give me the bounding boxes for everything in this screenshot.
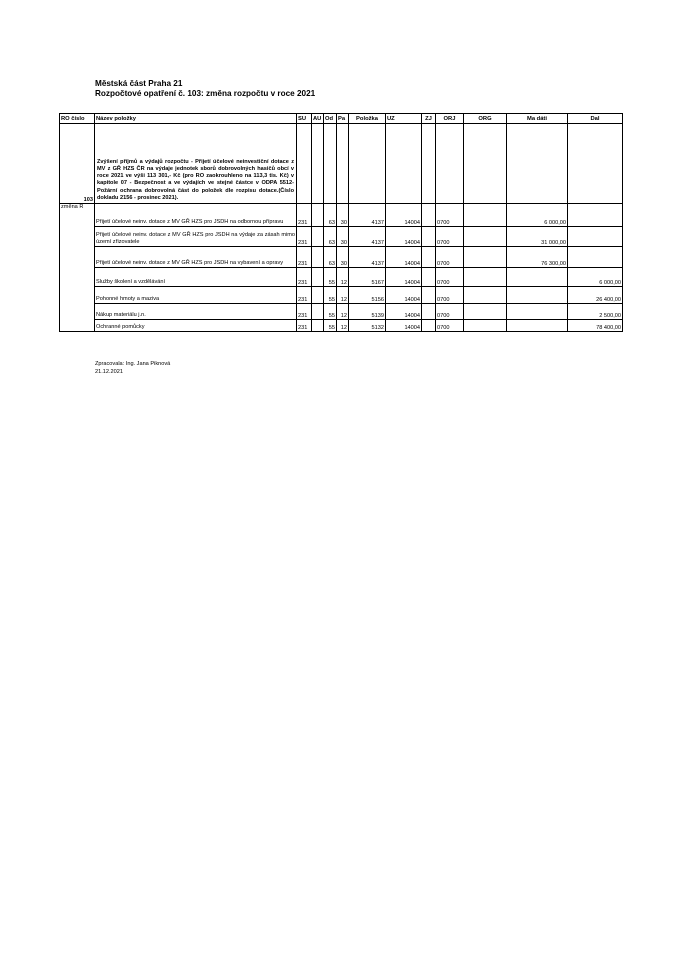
row-su: 231 (297, 287, 312, 304)
main-description: Zvýšení příjmů a výdajů rozpočtu - Přijetí účelové neinvestiční dotace z MV z GŘ HZS ČR na výdaje jednotek sborů dobrovolných hasičů obcí v roce 2021 ve výši 113 301,- Kč (pro RO zaokrouhleno na 113,3 tis. Kč) v kapitole 07 - Bezpečnost a ve výdajích ve stejné částce v ODPA 5512- Požární ochrana dobrovolná část do položek dle rozpisu dotace.(Číslo dokladu 2156 - prosinec 2021). (95, 124, 297, 204)
row-su: 231 (297, 304, 312, 320)
col-header-su: SU (297, 114, 312, 124)
row-uz: 14004 (386, 268, 422, 287)
row-uz: 14004 (386, 320, 422, 332)
row-pa: 12 (337, 304, 349, 320)
row-pa: 30 (337, 204, 349, 227)
empty-cell (422, 124, 436, 204)
document-date: 21.12.2021 (95, 369, 123, 375)
document-title: Městská část Praha 21 (95, 79, 183, 88)
row-au (312, 320, 324, 332)
col-header-nazev: Název položky (95, 114, 297, 124)
row-ma-dati (507, 268, 568, 287)
prepared-by: Zpracovala: Ing. Jana Piknová (95, 361, 171, 367)
col-header-uz: UZ (386, 114, 422, 124)
row-au (312, 204, 324, 227)
row-org (464, 247, 507, 268)
row-pa: 12 (337, 320, 349, 332)
col-header-org: ORG (464, 114, 507, 124)
row-zj (422, 268, 436, 287)
main-row (60, 124, 623, 204)
row-au (312, 287, 324, 304)
row-zj (422, 320, 436, 332)
row-dal: 26 400,00 (568, 287, 623, 304)
row-description: Pohonné hmoty a maziva (95, 287, 297, 304)
empty-cell (324, 124, 337, 204)
row-uz: 14004 (386, 227, 422, 247)
table-header-row (60, 114, 623, 124)
row-zj (422, 304, 436, 320)
empty-cell (337, 124, 349, 204)
row-od: 55 (324, 287, 337, 304)
row-orj: 0700 (436, 268, 464, 287)
empty-cell (312, 124, 324, 204)
table-row (60, 304, 623, 320)
row-polozka: 4137 (349, 204, 386, 227)
row-description: Přijetí účelové neinv. dotace z MV GŘ HZS pro JSDH na odbornou přípravu (95, 204, 297, 227)
row-dal: 78 400,00 (568, 320, 623, 332)
table-row (60, 268, 623, 287)
table-row (60, 204, 623, 227)
row-uz: 14004 (386, 204, 422, 227)
row-org (464, 320, 507, 332)
col-header-dal: Dal (568, 114, 623, 124)
row-orj: 0700 (436, 287, 464, 304)
row-pa: 12 (337, 287, 349, 304)
col-header-au: AU (312, 114, 324, 124)
empty-cell (349, 124, 386, 204)
row-description: Přijetí účelové neinv. dotace z MV GŘ HZS pro JSDH na výdaje za zásah mimo území zřizovatele (95, 227, 297, 247)
empty-cell (507, 124, 568, 204)
row-orj: 0700 (436, 227, 464, 247)
row-ma-dati (507, 287, 568, 304)
row-pa: 30 (337, 227, 349, 247)
col-header-ma-dati: Ma dáti (507, 114, 568, 124)
col-header-ro-cislo: RO číslo (60, 114, 95, 124)
row-ma-dati (507, 320, 568, 332)
row-zj (422, 227, 436, 247)
col-header-pa: Pa (337, 114, 349, 124)
row-ma-dati: 76 300,00 (507, 247, 568, 268)
row-su: 231 (297, 247, 312, 268)
table-row (60, 320, 623, 332)
row-org (464, 287, 507, 304)
ro-number: 103 (60, 124, 95, 204)
table-row (60, 227, 623, 247)
row-zj (422, 204, 436, 227)
row-polozka: 4137 (349, 227, 386, 247)
row-od: 55 (324, 268, 337, 287)
row-orj: 0700 (436, 204, 464, 227)
row-orj: 0700 (436, 304, 464, 320)
row-pa: 12 (337, 268, 349, 287)
row-dal (568, 247, 623, 268)
row-zj (422, 287, 436, 304)
row-uz: 14004 (386, 304, 422, 320)
row-description: Ochranné pomůcky (95, 320, 297, 332)
row-au (312, 268, 324, 287)
row-ma-dati (507, 304, 568, 320)
row-ma-dati: 6 000,00 (507, 204, 568, 227)
empty-cell (436, 124, 464, 204)
row-su: 231 (297, 268, 312, 287)
row-polozka: 5156 (349, 287, 386, 304)
row-pa: 30 (337, 247, 349, 268)
row-polozka: 4137 (349, 247, 386, 268)
row-zj (422, 247, 436, 268)
row-ma-dati: 31 000,00 (507, 227, 568, 247)
row-polozka: 5132 (349, 320, 386, 332)
row-uz: 14004 (386, 247, 422, 268)
row-dal: 2 500,00 (568, 304, 623, 320)
table-row (60, 287, 623, 304)
row-orj: 0700 (436, 320, 464, 332)
row-od: 63 (324, 227, 337, 247)
budget-table (59, 113, 623, 332)
change-label: změna R (60, 204, 95, 332)
row-description: Nákup materiálu j.n. (95, 304, 297, 320)
row-au (312, 227, 324, 247)
col-header-polozka: Položka (349, 114, 386, 124)
row-au (312, 247, 324, 268)
row-org (464, 204, 507, 227)
col-header-od: Od (324, 114, 337, 124)
document-subtitle: Rozpočtové opatření č. 103: změna rozpočtu v roce 2021 (95, 89, 316, 98)
row-polozka: 5139 (349, 304, 386, 320)
row-org (464, 268, 507, 287)
row-dal: 6 000,00 (568, 268, 623, 287)
empty-cell (386, 124, 422, 204)
row-od: 55 (324, 320, 337, 332)
empty-cell (464, 124, 507, 204)
row-su: 231 (297, 204, 312, 227)
row-od: 63 (324, 247, 337, 268)
empty-cell (568, 124, 623, 204)
table-row (60, 247, 623, 268)
row-dal (568, 204, 623, 227)
row-org (464, 227, 507, 247)
row-polozka: 5167 (349, 268, 386, 287)
col-header-zj: ZJ (422, 114, 436, 124)
col-header-orj: ORJ (436, 114, 464, 124)
row-orj: 0700 (436, 247, 464, 268)
row-description: Přijetí účelové neinv. dotace z MV GŘ HZS pro JSDH na vybavení a opravy (95, 247, 297, 268)
empty-cell (297, 124, 312, 204)
row-description: Služby školení a vzdělávání (95, 268, 297, 287)
row-od: 63 (324, 204, 337, 227)
row-dal (568, 227, 623, 247)
row-su: 231 (297, 227, 312, 247)
row-su: 231 (297, 320, 312, 332)
row-od: 55 (324, 304, 337, 320)
row-org (464, 304, 507, 320)
row-uz: 14004 (386, 287, 422, 304)
row-au (312, 304, 324, 320)
